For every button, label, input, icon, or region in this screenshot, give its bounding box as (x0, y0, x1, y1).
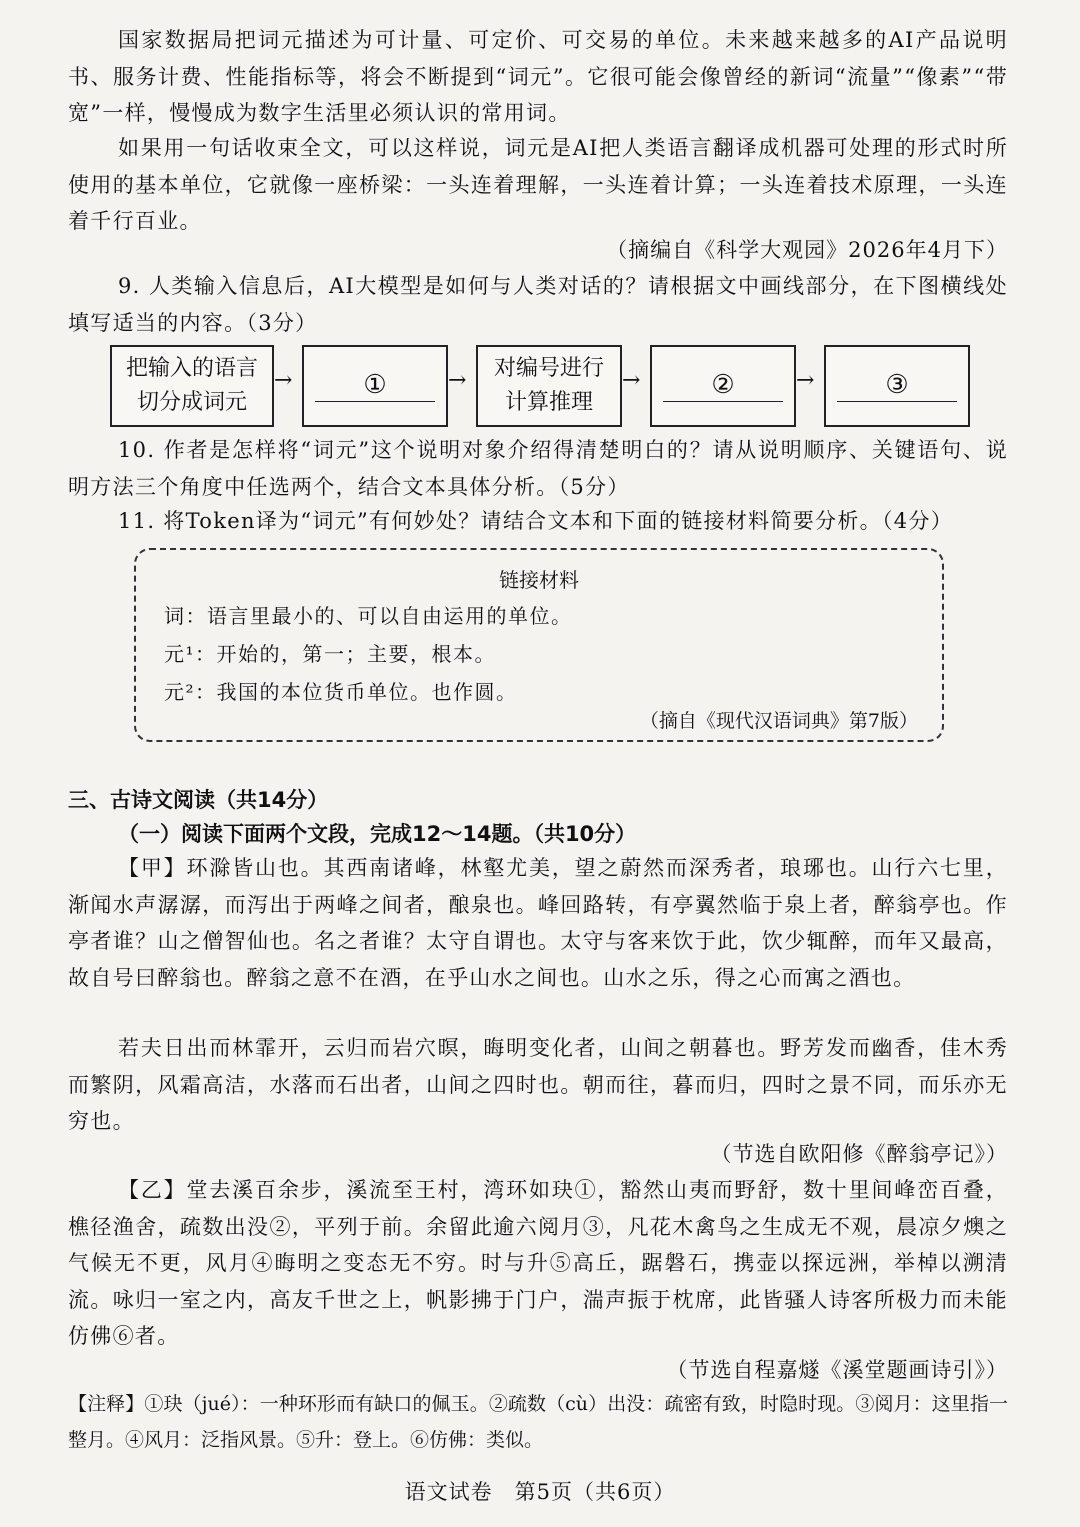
annotations: 【注释】①玦（jué）：一种环形而有缺口的佩玉。②疏数（cù）出没：疏密有致，时隐时现。③阅月：这里指一整月。④风月：泛指风景。⑤升：登上。⑥仿佛：类似。 (68, 1393, 1008, 1451)
link-line-yuan2: 元²：我国的本位货币单位。也作圆。 (164, 680, 518, 704)
flow-box-segment-line1: 把输入的语言 (125, 356, 258, 381)
passage-yi-source: （节选自程嘉燧《溪堂题画诗引》） (666, 1358, 1008, 1382)
flow-blank-1 (302, 345, 448, 427)
section-3-subheading: （一）阅读下面两个文段，完成12～14题。（共10分） (118, 822, 637, 846)
intro-paragraph-2: 如果用一句话收束全文，可以这样说，词元是AI把人类语言翻译成机器可处理的形式时所使用的基本单位，它就像一座桥梁：一头连着理解，一头连着计算；一头连着技术原理，一头连着千行百业。 (68, 136, 1008, 234)
flow-arrow-3: → (622, 368, 641, 393)
question-11: 11. 将Token译为“词元”有何妙处？请结合文本和下面的链接材料简要分析。（4分） (118, 509, 953, 533)
blank-number-1: ① (363, 369, 387, 400)
flow-box-compute-line1: 对编号进行 (493, 356, 604, 381)
intro-paragraph-1: 国家数据局把词元描述为可计量、可定价、可交易的单位。未来越来越多的AI产品说明书、服务计费、性能指标等，将会不断提到“词元”。它很可能会像曾经的新词“流量”“像素”“带宽”一样，慢慢成为数字生活里必须认识的常用词。 (68, 28, 1008, 126)
passage-jia-paragraph-2: 若夫日出而林霏开，云归而岩穴暝，晦明变化者，山间之朝暮也。野芳发而幽香，佳木秀而繁阴，风霜高洁，水落而石出者，山间之四时也。朝而往，暮而归，四时之景不同，而乐亦无穷也。 (68, 1036, 1008, 1134)
link-material-title: 链接材料 (499, 568, 579, 592)
question-9: 9. 人类输入信息后，AI大模型是如何与人类对话的？请根据文中画线部分，在下图横线处填写适当的内容。（3分） (68, 274, 1008, 335)
link-line-ci: 词：语言里最小的、可以自由运用的单位。 (164, 604, 573, 628)
blank-line-3[interactable] (837, 401, 957, 402)
passage-jia-source: （节选自欧阳修《醉翁亭记》） (710, 1142, 1008, 1166)
flow-box-segment-line2: 切分成词元 (136, 390, 247, 415)
flow-blank-3 (824, 345, 970, 427)
link-material-box (134, 548, 944, 742)
link-material-source: （摘自《现代汉语词典》第7版） (639, 710, 918, 732)
flow-arrow-1: → (274, 368, 293, 393)
passage-jia-paragraph-1: 【甲】环滁皆山也。其西南诸峰，林壑尤美，望之蔚然而深秀者，琅琊也。山行六七里，渐闻水声潺潺，而泻出于两峰之间者，酿泉也。峰回路转，有亭翼然临于泉上者，醉翁亭也。作亭者谁？山之僧智仙也。名之者谁？太守自谓也。太守与客来饮于此，饮少辄醉，而年又最高，故自号曰醉翁也。醉翁之意不在酒，在乎山水之间也。山水之乐，得之心而寓之酒也。 (68, 856, 1008, 990)
link-line-yuan1: 元¹：开始的，第一；主要，根本。 (164, 642, 497, 666)
blank-number-3: ③ (885, 369, 909, 400)
flow-blank-2 (650, 345, 796, 427)
blank-line-1[interactable] (315, 401, 435, 402)
question-10: 10. 作者是怎样将“词元”这个说明对象介绍得清楚明白的？请从说明顺序、关键语句、说明方法三个角度中任选两个，结合文本具体分析。（5分） (68, 438, 1008, 499)
blank-number-2: ② (711, 369, 735, 400)
section-3-heading: 三、古诗文阅读（共14分） (68, 788, 329, 812)
blank-line-2[interactable] (663, 401, 783, 402)
flow-box-segment (110, 345, 274, 427)
passage-yi-paragraph: 【乙】堂去溪百余步，溪流至王村，湾环如玦①，豁然山夷而野舒，数十里间峰峦百叠，樵径渔舍，疏数出没②，平列于前。余留此逾六阅月③，凡花木禽鸟之生成无不观，晨凉夕燠之气候无不更，风月④晦明之变态无不穷。时与升⑤高丘，踞磐石，携壶以探远洲，举棹以溯清流。咏归一室之内，高友千世之上，帆影拂于门户，湍声振于枕席，此皆骚人诗客所极力而未能仿佛⑥者。 (68, 1178, 1008, 1349)
flow-arrow-2: → (448, 368, 467, 393)
page-footer: 语文试卷 第5页（共6页） (404, 1480, 676, 1504)
flow-arrow-4: → (796, 368, 815, 393)
intro-source: （摘编自《科学大观园》2026年4月下） (606, 238, 1008, 262)
flow-box-compute (476, 345, 622, 427)
flow-box-compute-line2: 计算推理 (504, 390, 593, 415)
